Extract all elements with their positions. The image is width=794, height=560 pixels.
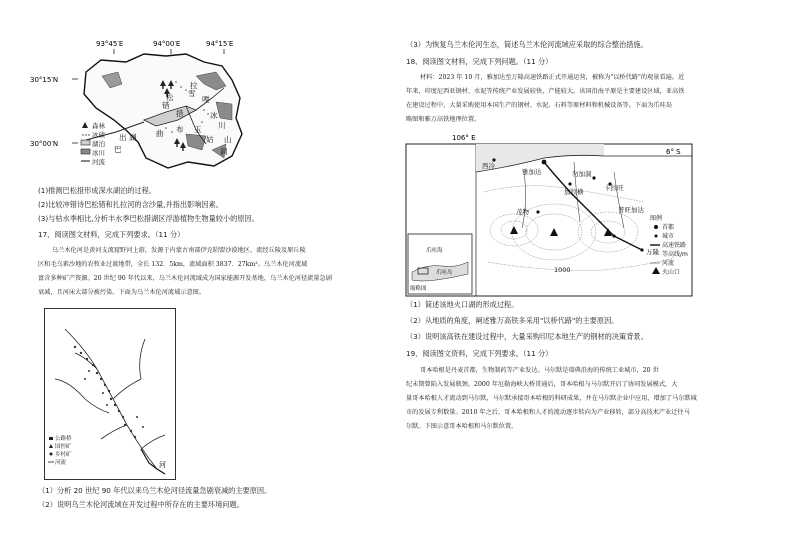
inset-map	[408, 234, 472, 294]
map1-label-la: 拉	[190, 81, 198, 90]
lon-label: 106° E	[452, 134, 476, 142]
q17-paragraph-line-3: 富含多种矿产资源。20 世纪 90 年代以来，乌兰木伦河流域成为国家能源开发基地，乌兰木伦河径流量急剧	[38, 275, 332, 282]
q18-paragraph-line-3: 在建设过程中，大量采购使用本国生产的钢材、水泥、石料等原材料和机械设备等。下面为爪哇岛	[406, 102, 673, 109]
place-wanlong: 万隆	[646, 248, 659, 256]
q17-title: 17、阅读图文材料，完成下列要求。（11 分）	[38, 230, 185, 239]
q18-item-2: （2）从地质的角度，阐述雅万高铁多采用"以桥代路"的主要原因。	[406, 316, 619, 325]
legend-river: 河流	[92, 158, 105, 166]
q17-item-1: （1）分析 20 世纪 90 年代以来乌兰木伦河径流量急剧衰减的主要原因。	[38, 486, 272, 495]
coord-30-15N: 30°15′N	[30, 76, 59, 84]
inset-java-island: 爪哇岛	[436, 270, 453, 276]
coord-30-00N: 30°00′N	[30, 140, 59, 148]
coord-93-45E: 93°45′E	[96, 40, 124, 48]
legend-capital: 首都	[662, 224, 675, 231]
legend-river-3: 河流	[662, 260, 675, 267]
legend-crater: 火山口	[662, 269, 681, 276]
coord-94-15E: 94°15′E	[206, 40, 234, 48]
q17-paragraph-line-4: 衰减，且河床大部分被污染。下面为乌兰木伦河流域示意图。	[38, 289, 206, 296]
legend-city: 城市	[662, 233, 675, 240]
legend-glacier: 冰川	[92, 149, 105, 157]
lake-legend-icon	[81, 140, 90, 145]
map1-label-chu: 出	[119, 133, 127, 142]
legend-village-mine: 乡村矿	[55, 452, 72, 458]
map1-label-chuan: 川	[218, 121, 226, 130]
legend-railway: 高速铁路	[662, 242, 687, 249]
q19-title: 19、阅读图文资料，完成下列要求。（11 分）	[406, 349, 553, 358]
map1-label-yu: 玉	[194, 125, 202, 134]
basongcuo-map	[26, 32, 276, 182]
q18-paragraph-line-2: 年来，印度尼西亚钢材、水泥等传统产业发展较快，产能较大。该国沿海平原是主要建设区域，亚高铁	[406, 88, 685, 95]
capital-legend-icon	[654, 225, 658, 229]
q19-paragraph-line-4: 市的发展专利数量。2010 年之后，哥本哈根和人才的流动逐步转向为产业移转，部分高技术产业迁往马	[406, 409, 690, 416]
java-hsr-map	[404, 132, 694, 298]
legend-contour: 等高线/m	[662, 251, 688, 258]
place-xileng: 西冷	[482, 162, 495, 170]
contour-1000-label: 1000	[554, 266, 571, 274]
moraine-legend-icon	[82, 134, 89, 135]
city-legend-icon	[655, 235, 658, 238]
lat-label: 6° S	[666, 148, 681, 156]
q17-paragraph-line-1: 乌兰木伦河是黄河支流窟野河上游，发源于内蒙古南部伊克昭盟沙漠地区，流经丘陵及原丘陵	[52, 247, 306, 254]
legend-lake: 湖泊	[92, 140, 105, 148]
map1-label-cuo2: 措	[176, 109, 184, 118]
q18-paragraph-line-4: 略图和雅万高铁地理位置。	[406, 116, 481, 123]
map1-label-ba: 巴	[114, 145, 122, 154]
forest-legend-icon	[82, 122, 88, 128]
map1-label-qu: 曲	[156, 129, 164, 138]
map1-label-bing: 冰	[210, 111, 218, 120]
place-maowu: 茂物	[516, 208, 529, 216]
q18-paragraph-line-1: 材料：2023 年 10 月，雅加达至万隆高速铁路正式开通运营，被称为"以桥代路"的观景看遍。近	[420, 74, 685, 81]
wulanmulun-map	[44, 308, 176, 480]
map1-label-song: 松	[166, 93, 174, 102]
q17-item-2: （2）说明乌兰木伦河流域在开发过程中所存在的主要环境问题。	[38, 500, 244, 509]
place-jakarta: 雅加达	[522, 168, 542, 176]
place-jialaheng: 加拉横	[564, 188, 584, 196]
map2-river-label: 河	[159, 461, 166, 469]
legend-state-mine: 国控矿	[55, 444, 72, 450]
q18-item-1: （1）简述该地火口湖的形成过程。	[406, 300, 519, 309]
q17-item-3: （3）为恢复乌兰木伦河生态，简述乌兰木伦河流域应采取的综合整治措施。	[406, 40, 648, 49]
legend-forest: 森林	[92, 122, 105, 130]
coord-94-00E: 94°00′E	[153, 40, 181, 48]
glacier-legend-icon	[81, 149, 90, 154]
inset-java-sea: 爪哇海	[426, 248, 443, 254]
q17-paragraph-line-2: 区和毛乌素沙地的农牧业过渡地带，全长 132．5km，流域面积 3837．27km²。乌兰木伦河流域	[38, 261, 308, 268]
q18-title: 18、阅读图文材料，完成下列问题。（11 分）	[406, 57, 553, 66]
place-kalawang: 卡拉旺	[604, 184, 624, 192]
q19-paragraph-line-3: 量哥本哈根人才流动到马尔默，马尔默承接哥本哈根的科研成果，并在马尔默企业中应用，增加了马尔默城	[406, 395, 697, 402]
legend-title: 图例	[650, 215, 663, 222]
inset-caption: 缩略图	[410, 286, 427, 292]
q16-item-2: (2)比较冲错诗巴松错和扎拉河的含沙量,并指出影响因素。	[38, 200, 223, 209]
map1-label-bu: 布	[176, 125, 184, 134]
map1-label-hu: 湖	[129, 133, 137, 142]
legend-bridge: 公路桥	[55, 436, 72, 442]
map1-label-gu: 姑	[206, 135, 214, 144]
place-wujiadong: 勿加洞	[572, 170, 592, 178]
q16-item-3: (3)与枯水季相比,分析丰水季巴松措湖区浮游植物生物量较小的原因。	[38, 214, 259, 223]
state-mine-legend-icon	[49, 444, 53, 448]
map1-label-dong: 洞	[220, 147, 228, 156]
village-mine-legend-icon	[50, 453, 53, 456]
q16-item-1: (1)推测巴松措形成深水湖泊的过程。	[38, 186, 156, 195]
place-puwangjiada: 普旺加达	[618, 206, 644, 214]
map1-label-ga: 嘎	[202, 95, 210, 104]
bridge-legend-icon	[49, 437, 53, 440]
capital-marker	[542, 160, 547, 165]
legend-river-2: 河流	[55, 460, 67, 466]
q19-paragraph-line-5: 尔默。下图示意哥本哈根和马尔默位置。	[406, 423, 518, 430]
q18-item-3: （3）说明该高铁在建设过程中，大量采购印尼本地生产的钢材的决策背景。	[406, 332, 648, 341]
q19-paragraph-line-2: 纪末期曾陷入发展瓶颈。2000 年厄勒海峡大桥贯通后，哥本哈根与马尔默开启了协同发展模式，大	[406, 381, 678, 388]
legend-moraine: 冰碛	[92, 131, 105, 139]
map1-label-cuo: 错	[162, 101, 170, 110]
q19-paragraph-line-1: 哥本哈根是丹麦首都，生物制药等产业发达。马尔默是瑞典沿海的传统工业城市，20 世	[420, 367, 659, 374]
map1-label-shan: 山	[224, 135, 232, 144]
map1-label-xue: 雪	[188, 89, 196, 98]
